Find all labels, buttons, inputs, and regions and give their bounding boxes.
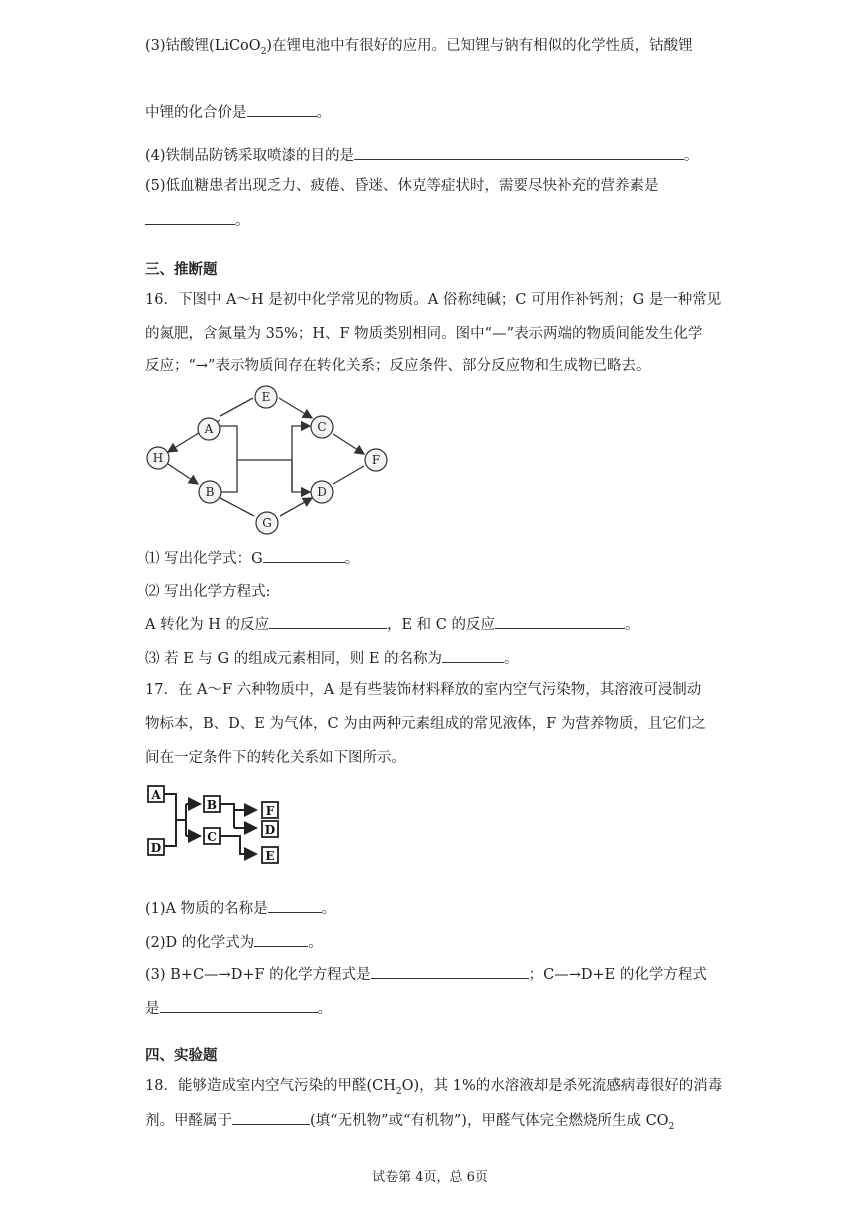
answer-blank[interactable] [263,548,345,563]
q17-line2: 物标本，B、D、E 为气体，C 为由两种元素组成的常见液体，F 为营养物质，且它们之 [145,716,706,732]
end-mark: 。 [235,213,250,229]
edge-to-d [292,460,310,492]
section-title-inference: 三、推断题 [145,262,218,278]
q18-line1 [145,1076,722,1102]
answer-blank[interactable] [247,102,317,117]
q18-line1a-text: 18．能够造成室内空气污染的甲醛(CH [145,1078,396,1094]
q16-line3: 反应；“→”表示物质间存在转化关系；反应条件、部分反应物和生成物已略去。 [145,358,651,374]
q16-sub2-equations: A 转化为 H 的反应 ，E 和 C 的反应 。 [145,614,639,635]
q17-conversion-diagram [144,784,284,870]
q16-line1: 16．下图中 A～H 是初中化学常见的物质。A 俗称纯碱；C 可用作补钙剂；G 是一种常见 [145,292,722,308]
q17-sub3a-text: (3) B+C—→D+F 的化学方程式是 [145,967,371,983]
box-label-c: C [207,830,217,844]
q17-sub3c-text: 是 [145,1001,160,1017]
q17-sub3b-text: ；C—→D+E 的化学方程式 [528,967,707,983]
edge-a-b [220,426,237,492]
edge-to-e [234,836,256,854]
q18-line1-sub: 2 [395,1086,402,1097]
end-mark: 。 [684,148,699,164]
q15-p3-line2-text: 中锂的化合价是 [145,105,247,121]
node-label-f: F [371,453,381,467]
q17-sub3 [145,964,707,985]
edge-e-to-c [279,398,312,418]
q15-p3-rest: )在锂电池中有很好的应用。已知锂与钠有相似的化学性质，钴酸锂 [266,38,693,54]
node-label-g: G [262,516,272,530]
q18-line2-sub: 2 [668,1121,675,1132]
node-label-b: B [205,485,215,499]
section-title-experiment: 四、实验题 [145,1048,218,1064]
q17-sub2: (2)D 的化学式为 。 [145,932,323,953]
answer-blank[interactable] [371,964,529,979]
answer-blank[interactable] [232,1110,310,1125]
q17-line1: 17．在 A～F 六种物质中，A 是有些装饰材料释放的室内空气污染物，其溶液可浸制动 [145,682,702,698]
answer-blank[interactable] [145,210,235,225]
q16-relation-diagram [140,380,400,540]
node-label-h: H [152,451,164,465]
q17-sub1: (1)A 物质的名称是 。 [145,898,336,919]
edge-b-branch [220,804,234,828]
q17-sub3-cont: 是 。 [145,998,332,1019]
box-label-d: D [264,823,276,837]
node-label-c: C [317,420,327,434]
q17-line3: 间在一定条件下的转化关系如下图所示。 [145,750,406,766]
q15-part4 [145,145,699,166]
q18-line2 [145,1110,674,1137]
q16-sub1-text: ⑴ 写出化学式：G [145,551,263,567]
edge-d-f [333,466,364,484]
edge-to-c [292,426,310,492]
q17-sub1-text: (1)A 物质的名称是 [145,901,268,917]
answer-blank[interactable] [254,932,308,947]
edge-h-to-b [168,464,198,484]
box-label-a: A [151,788,161,802]
answer-blank[interactable] [160,998,318,1013]
edge-b-g [220,498,254,516]
q15-part5-line2 [145,210,250,231]
q16-sub2b-text: ，E 和 C 的反应 [386,617,495,633]
end-mark: 。 [316,105,331,121]
edge-a-e [220,398,253,416]
q15-p3-sub: 2 [260,46,267,57]
answer-blank[interactable] [354,145,684,160]
q18-line2b-text: (填“无机物”或“有机物”)，甲醛气体完全燃烧所生成 CO [310,1113,669,1129]
box-label-f: F [265,804,275,818]
q18-line1b-text: O)，其 1%的水溶液却是杀死流感病毒很好的消毒 [401,1078,723,1094]
box-label-d-source: D [150,841,162,855]
box-label-e: E [265,849,275,863]
q17-sub2-text: (2)D 的化学式为 [145,935,255,951]
q15-p3-text: (3)钴酸锂(LiCoO [145,38,261,54]
answer-blank[interactable] [442,648,504,663]
box-label-b: B [206,798,218,812]
q15-p5-text: (5)低血糖患者出现乏力、疲倦、昏迷、休克等症状时，需要尽快补充的营养素是 [145,178,659,194]
q16-line2: 的氮肥，含氮量为 35%；H、F 物质类别相同。图中“—”表示两端的物质间能发生化学 [145,326,703,342]
page-footer: 试卷第 4页，总 6页 [372,1170,488,1185]
q16-sub2a-text: A 转化为 H 的反应 [145,617,269,633]
q15-p4-text: (4)铁制品防锈采取喷漆的目的是 [145,148,355,164]
q18-line2a-text: 剂。甲醛属于 [145,1113,232,1129]
q16-sub2: ⑵ 写出化学方程式: [145,584,271,600]
edge-c-to-f [333,434,364,454]
q15-part3-line1 [145,36,693,62]
q15-part3-line2 [145,102,331,123]
node-label-d: D [317,485,327,499]
node-label-a: A [204,422,214,436]
node-label-e: E [261,390,271,404]
answer-blank[interactable] [495,614,625,629]
q16-sub3-text: ⑶ 若 E 与 G 的组成元素相同，则 E 的名称为 [145,651,443,667]
edge-g-to-d [280,498,312,516]
q15-part5-line1 [145,176,659,196]
q16-sub1: ⑴ 写出化学式：G 。 [145,548,359,569]
q16-sub3: ⑶ 若 E 与 G 的组成元素相同，则 E 的名称为 。 [145,648,519,669]
answer-blank[interactable] [268,898,322,913]
edge-a-d-join [164,794,176,846]
answer-blank[interactable] [269,614,387,629]
